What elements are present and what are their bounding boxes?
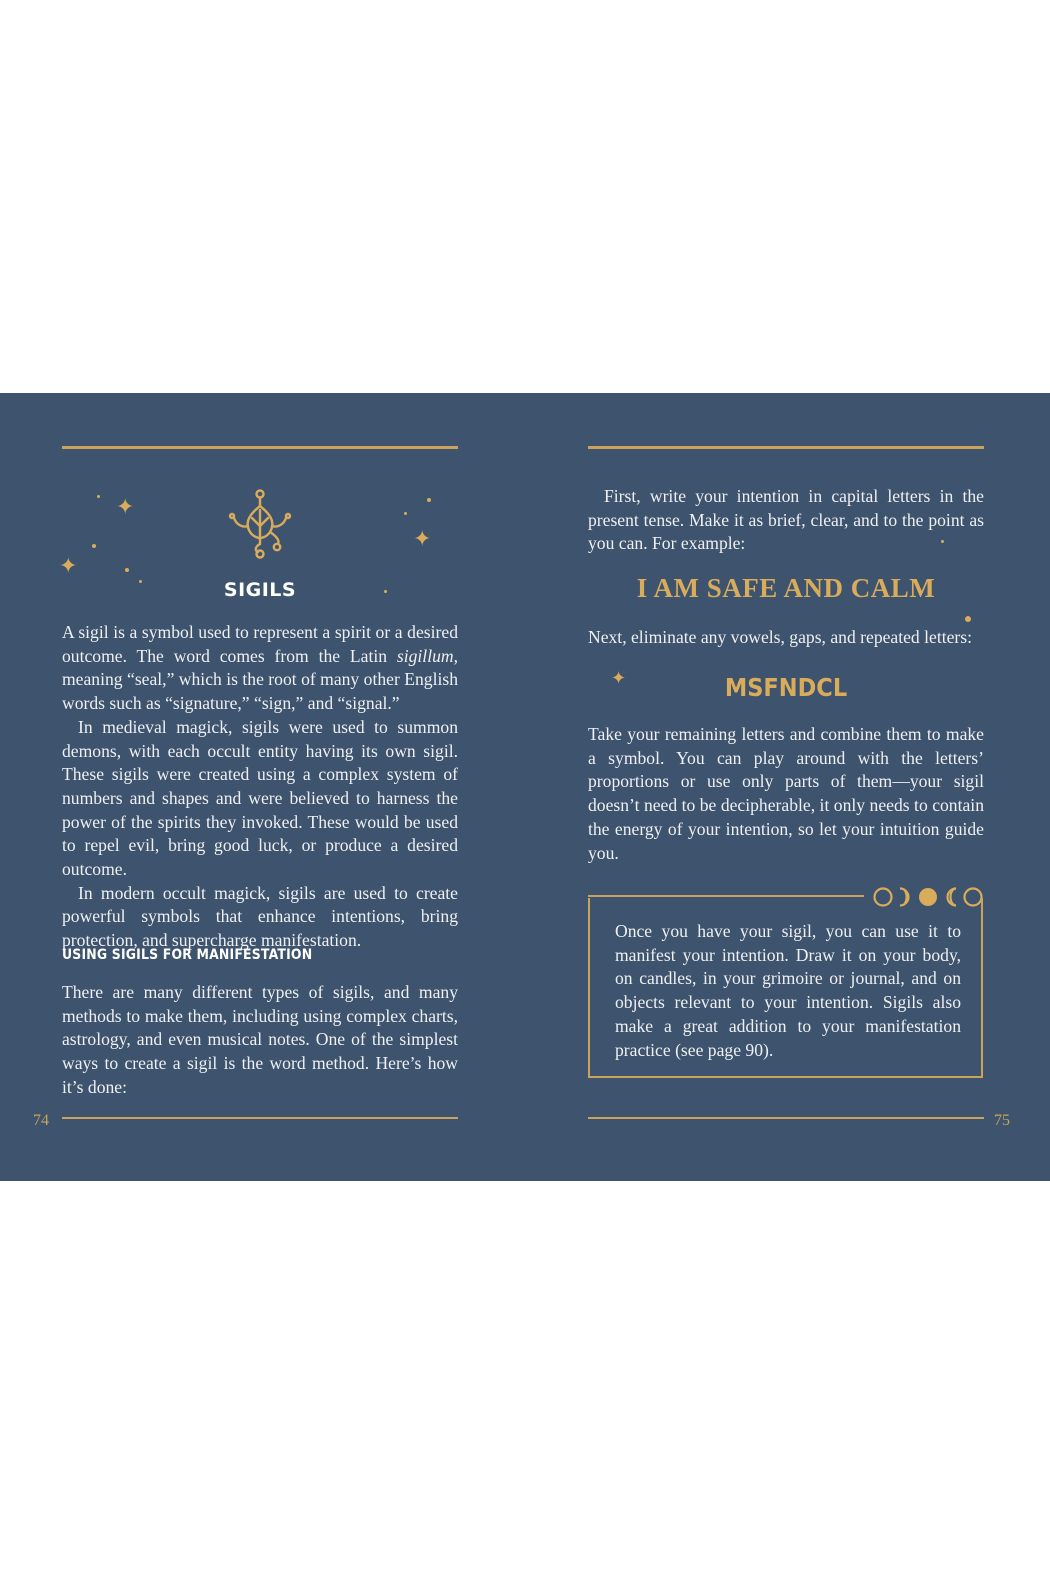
intro-text-start: A sigil is a symbol used to represent a spirit or a desired outcome. The word comes from the Latin bbox=[62, 622, 458, 666]
methods-paragraph: There are many different types of sigils, and many methods to make them, including using complex charts, astrology, and even musical notes. One of the simplest ways to create a sigil is the word method. Here’s how it’s done: bbox=[62, 982, 458, 1097]
box-top-rule bbox=[588, 895, 864, 897]
page-number-right: 75 bbox=[994, 1112, 1010, 1129]
sparkle-star-icon: ✦ bbox=[611, 668, 627, 688]
left-page bbox=[0, 393, 525, 1181]
section-title: SIGILS bbox=[223, 579, 297, 601]
body-text-intro bbox=[62, 621, 458, 953]
example-intention: I AM SAFE AND CALM bbox=[636, 573, 936, 603]
callout-text: Once you have your sigil, you can use it to manifest your intention. Draw it on your body, on candles, in your grimoire or journal, and on objects relevant to your intention. Sigils also make a great addition to your manifestation practice (see page 90). bbox=[615, 921, 961, 1060]
top-rule bbox=[62, 446, 458, 449]
bottom-rule bbox=[62, 1117, 458, 1119]
star-dot bbox=[92, 544, 96, 548]
intro-text-end: , meaning “seal,” which is the root of many other English words such as “signature,” “sign,” and “signal.” bbox=[62, 645, 458, 714]
medieval-paragraph: In medieval magick, sigils were used to summon demons, with each occult entity having its own sigil. These sigils were created using a complex system of numbers and shapes and were believed to harness the power of the spirits they invoked. These would be used to repel evil, bring good luck, or produce a desired outcome. bbox=[62, 716, 458, 880]
star-dot bbox=[427, 498, 431, 502]
subheading: USING SIGILS FOR MANIFESTATION bbox=[62, 947, 313, 963]
book-spread bbox=[0, 393, 1050, 1181]
sparkle-star-icon: ✦ bbox=[413, 526, 432, 551]
sigil-emblem-icon bbox=[228, 488, 292, 560]
sparkle-star-icon: ✦ bbox=[59, 553, 78, 578]
bottom-rule bbox=[588, 1117, 984, 1119]
star-dot bbox=[125, 568, 129, 572]
combine-paragraph: Take your remaining letters and combine them to make a symbol. You can play around with the letters’ proportions or use only parts of them—your sigil doesn’t need to be decipherable, it only needs to contain the energy of your intention, so let your intuition guide you. bbox=[588, 724, 984, 863]
next-step-paragraph: Next, eliminate any vowels, gaps, and repeated letters: bbox=[588, 627, 972, 647]
sparkle-star-icon: ✦ bbox=[116, 494, 135, 519]
right-page bbox=[525, 393, 1050, 1181]
page-number-left: 74 bbox=[33, 1112, 49, 1129]
callout-box bbox=[588, 898, 983, 1078]
star-dot bbox=[404, 512, 407, 515]
top-rule bbox=[588, 446, 984, 449]
example-letters: MSFNDCL bbox=[724, 673, 848, 702]
first-step-paragraph: First, write your intention in capital letters in the present tense. Make it as brief, clear, and to the point as you can. For example: bbox=[588, 486, 984, 554]
latin-term: sigillum bbox=[396, 645, 454, 666]
modern-paragraph: In modern occult magick, sigils are used to create powerful symbols that enhance intentions, bring protection, and supercharge manifestation. bbox=[62, 882, 458, 951]
star-dot bbox=[97, 495, 100, 498]
star-dot bbox=[965, 616, 971, 622]
intro-paragraph bbox=[62, 621, 458, 716]
star-dot bbox=[941, 540, 944, 543]
